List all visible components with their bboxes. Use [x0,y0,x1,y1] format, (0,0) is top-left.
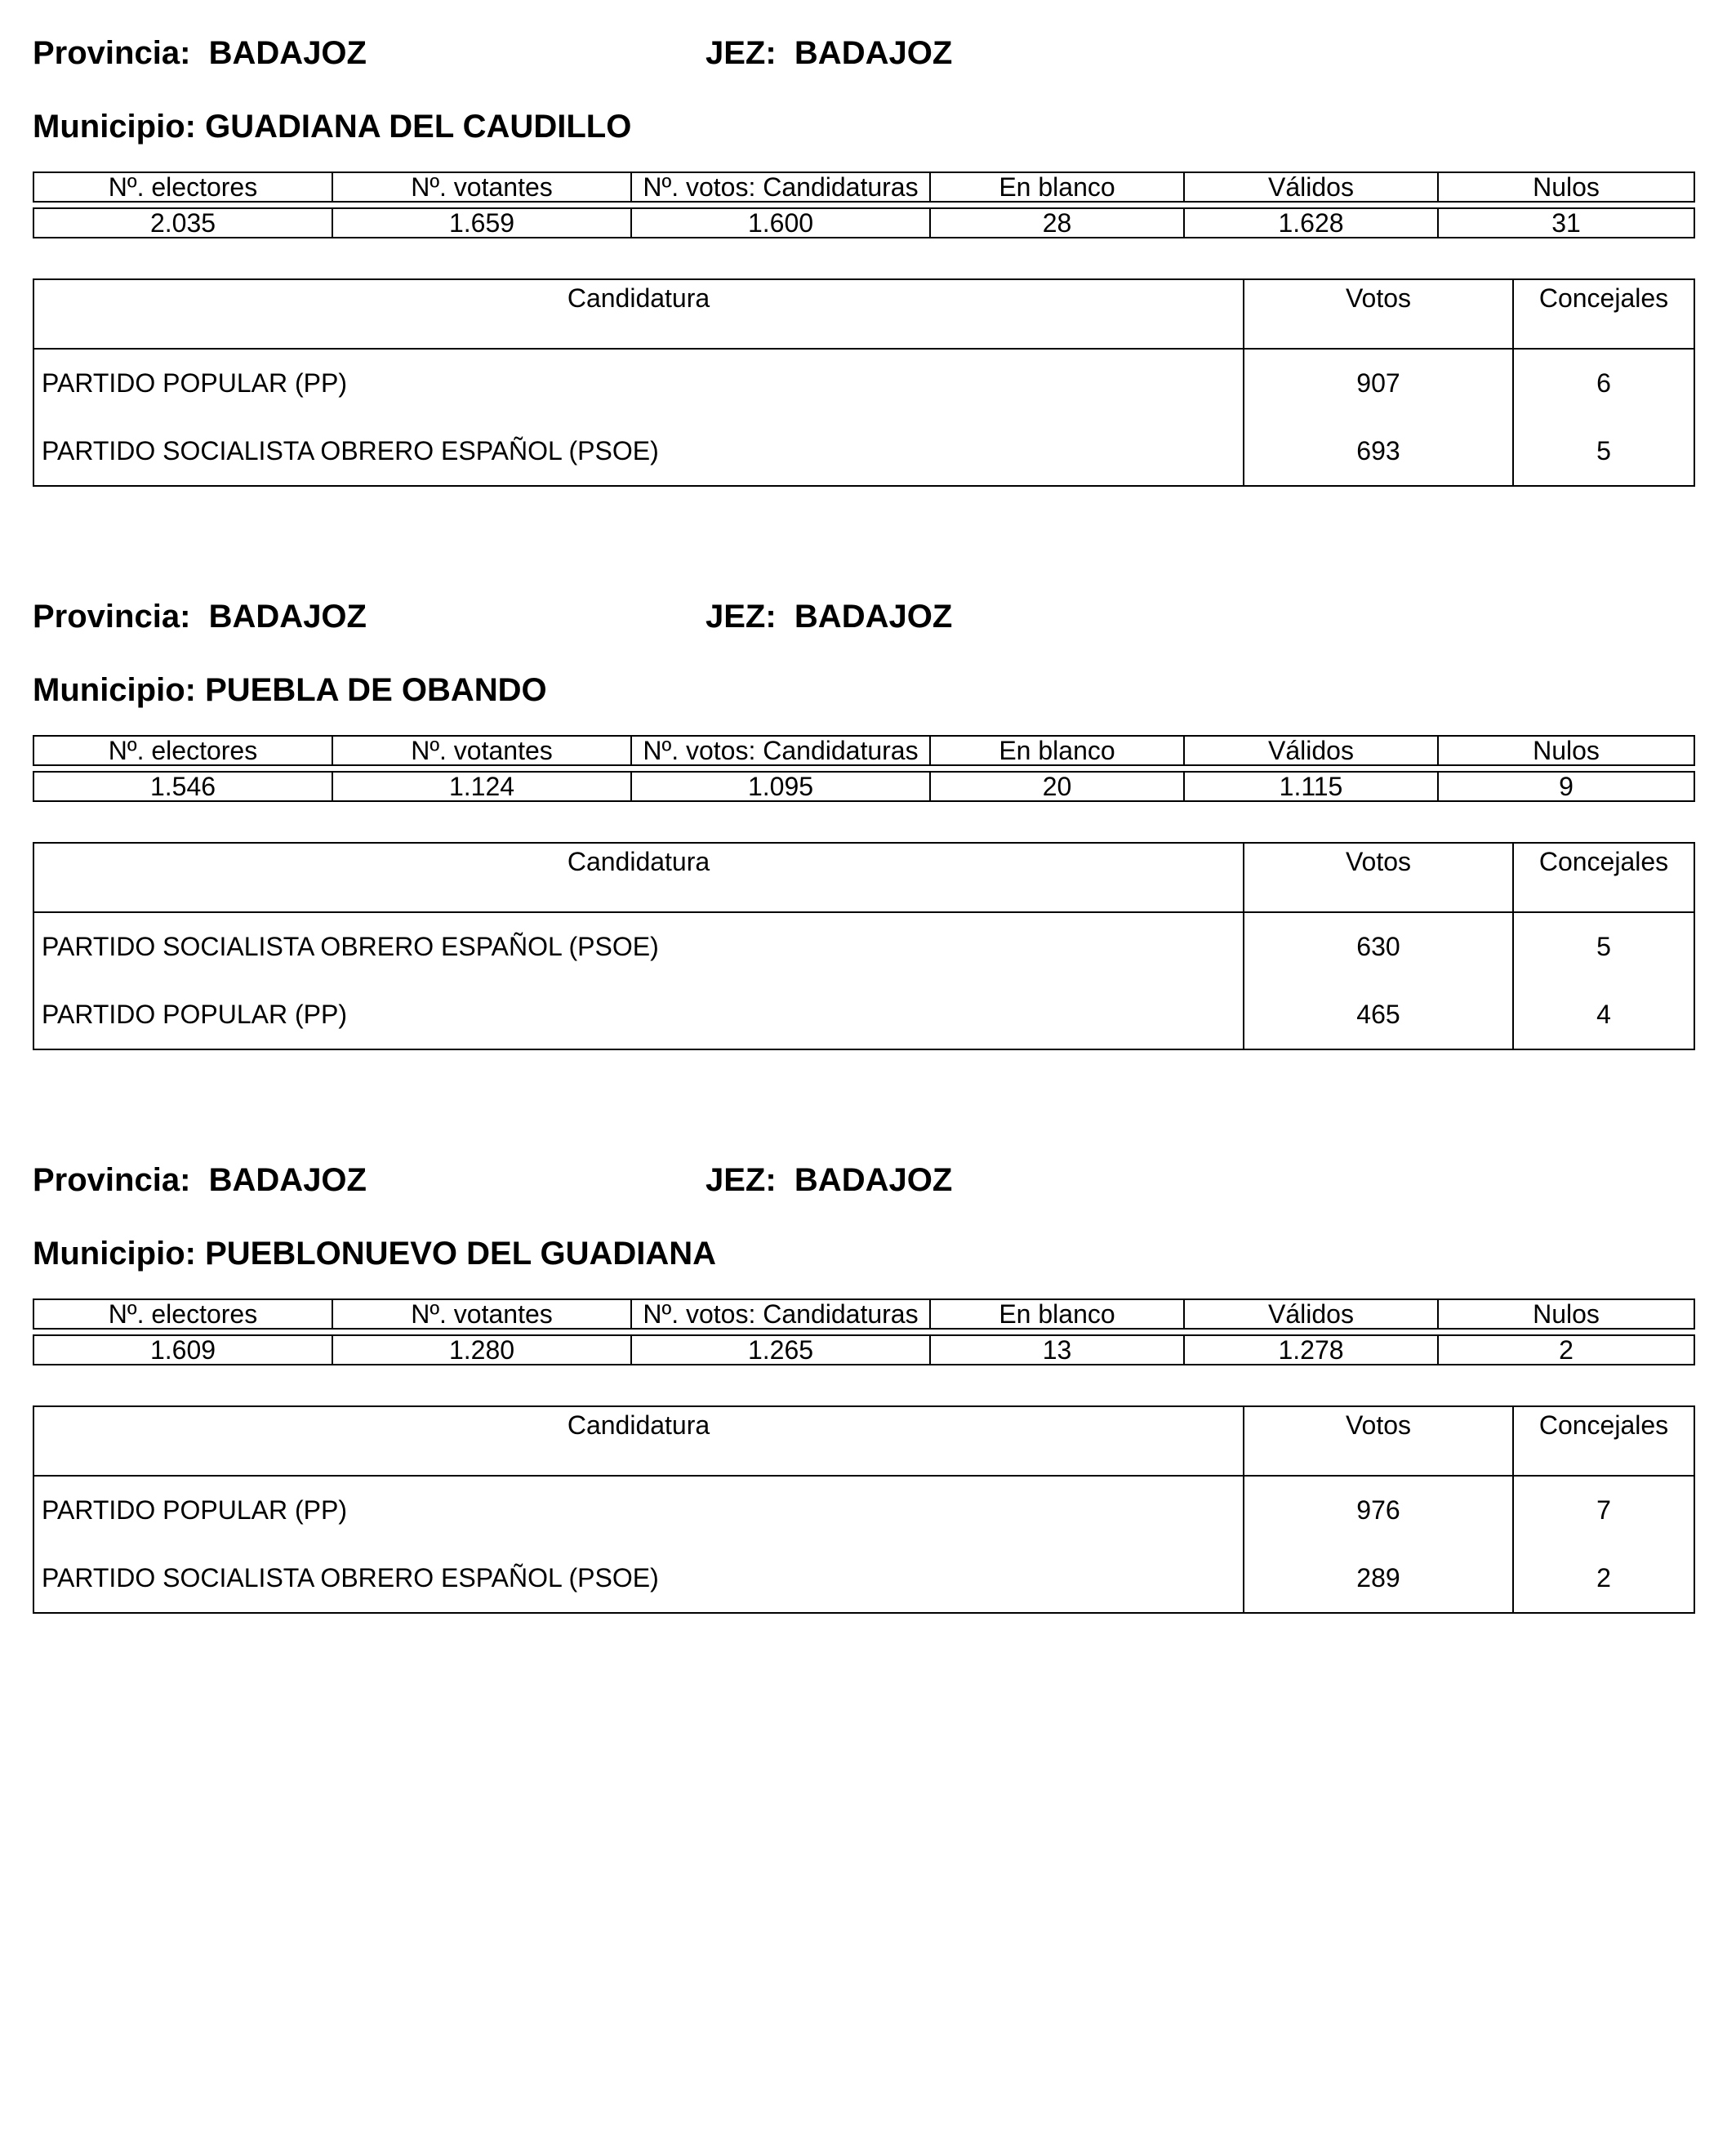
stats-header-cell: Válidos [1184,172,1438,202]
municipio-line [33,1229,716,1278]
candidatura-concejales: 5 [1513,417,1694,486]
jez-group [706,29,952,78]
municipio-label: Municipio: [33,1236,196,1272]
stats-value-row [33,1335,1694,1365]
stats-value-cell: 1.609 [33,1335,332,1365]
candidatura-header: Candidatura [33,279,1244,349]
jez-value: BADAJOZ [794,599,953,635]
candidatura-votos: 630 [1244,912,1513,981]
candidatura-name: PARTIDO POPULAR (PP) [42,1495,347,1525]
candidaturas-header-row [33,1406,1694,1476]
jez-label: JEZ: [706,599,777,635]
stats-header-cell: En blanco [930,172,1184,202]
stats-value-cell: 20 [930,772,1184,801]
candidatura-row [33,912,1694,981]
candidaturas-table [33,1405,1695,1614]
stats-header-cell: Nulos [1438,172,1694,202]
stats-value-cell: 1.115 [1184,772,1438,801]
jez-label: JEZ: [706,1162,777,1198]
candidaturas-header-row [33,279,1694,349]
jez-group [706,592,952,641]
candidatura-name: PARTIDO SOCIALISTA OBRERO ESPAÑOL (PSOE) [42,436,659,466]
provincia-value: BADAJOZ [208,35,367,71]
stats-header-cell: Nulos [1438,1299,1694,1329]
stats-table [33,172,1695,238]
stats-value-cell: 1.265 [631,1335,930,1365]
votos-header: Votos [1244,843,1513,912]
stats-value-cell: 1.628 [1184,208,1438,238]
stats-header-row [33,736,1694,765]
provincia-value: BADAJOZ [208,1162,367,1198]
candidatura-votos: 465 [1244,981,1513,1049]
stats-header-cell: Nº. electores [33,1299,332,1329]
candidaturas-table [33,842,1695,1050]
stats-header-cell: Válidos [1184,1299,1438,1329]
candidatura-row [33,417,1694,486]
provincia-label: Provincia: [33,599,191,635]
stats-value-cell: 1.124 [332,772,631,801]
stats-value-cell: 2 [1438,1335,1694,1365]
candidatura-header: Candidatura [33,1406,1244,1476]
municipio-value: GUADIANA DEL CAUDILLO [205,109,632,145]
candidatura-header: Candidatura [33,843,1244,912]
stats-header-row [33,1299,1694,1329]
candidatura-name: PARTIDO POPULAR (PP) [42,1000,347,1029]
stats-header-cell: Válidos [1184,736,1438,765]
candidatura-row [33,349,1694,417]
candidatura-votos: 976 [1244,1476,1513,1544]
stats-header-cell: Nº. votos: Candidaturas [631,1299,930,1329]
votos-header: Votos [1244,279,1513,349]
stats-value-cell: 9 [1438,772,1694,801]
municipio-value: PUEBLONUEVO DEL GUADIANA [205,1236,717,1272]
candidaturas-header-row [33,843,1694,912]
candidatura-concejales: 7 [1513,1476,1694,1544]
stats-value-cell: 1.280 [332,1335,631,1365]
municipio-label: Municipio: [33,672,196,708]
candidatura-name: PARTIDO SOCIALISTA OBRERO ESPAÑOL (PSOE) [42,1563,659,1592]
stats-header-cell: En blanco [930,736,1184,765]
municipio-label: Municipio: [33,109,196,145]
provincia-label: Provincia: [33,1162,191,1198]
concejales-header: Concejales [1513,279,1694,349]
stats-value-cell: 31 [1438,208,1694,238]
candidatura-name: PARTIDO SOCIALISTA OBRERO ESPAÑOL (PSOE) [42,932,659,961]
provincia-jez-line [33,29,953,78]
stats-value-cell: 1.546 [33,772,332,801]
concejales-header: Concejales [1513,843,1694,912]
municipio-line [33,102,631,151]
stats-value-cell: 1.600 [631,208,930,238]
stats-header-cell: Nº. votos: Candidaturas [631,172,930,202]
stats-header-cell: Nº. votantes [332,1299,631,1329]
provincia-jez-line [33,1156,953,1205]
jez-value: BADAJOZ [794,35,953,71]
stats-header-cell: Nº. votos: Candidaturas [631,736,930,765]
candidatura-row [33,1544,1694,1613]
candidatura-concejales: 5 [1513,912,1694,981]
stats-value-cell: 13 [930,1335,1184,1365]
stats-header-cell: Nulos [1438,736,1694,765]
jez-label: JEZ: [706,35,777,71]
stats-header-cell: Nº. electores [33,736,332,765]
candidatura-row [33,1476,1694,1544]
stats-value-cell: 1.278 [1184,1335,1438,1365]
stats-value-row [33,208,1694,238]
stats-value-row [33,772,1694,801]
stats-value-cell: 28 [930,208,1184,238]
candidatura-concejales: 2 [1513,1544,1694,1613]
provincia-value: BADAJOZ [208,599,367,635]
stats-header-cell: En blanco [930,1299,1184,1329]
stats-table [33,735,1695,802]
jez-group [706,1156,952,1205]
stats-value-cell: 2.035 [33,208,332,238]
candidatura-concejales: 6 [1513,349,1694,417]
stats-table [33,1298,1695,1365]
provincia-label: Provincia: [33,35,191,71]
municipio-value: PUEBLA DE OBANDO [205,672,547,708]
jez-value: BADAJOZ [794,1162,953,1198]
concejales-header: Concejales [1513,1406,1694,1476]
candidatura-row [33,981,1694,1049]
stats-header-cell: Nº. votantes [332,172,631,202]
stats-header-cell: Nº. electores [33,172,332,202]
candidatura-votos: 907 [1244,349,1513,417]
stats-header-cell: Nº. votantes [332,736,631,765]
candidaturas-table [33,278,1695,487]
stats-value-cell: 1.659 [332,208,631,238]
candidatura-votos: 693 [1244,417,1513,486]
stats-value-cell: 1.095 [631,772,930,801]
municipio-line [33,666,547,715]
provincia-jez-line [33,592,953,641]
candidatura-name: PARTIDO POPULAR (PP) [42,368,347,398]
candidatura-concejales: 4 [1513,981,1694,1049]
stats-header-row [33,172,1694,202]
candidatura-votos: 289 [1244,1544,1513,1613]
votos-header: Votos [1244,1406,1513,1476]
